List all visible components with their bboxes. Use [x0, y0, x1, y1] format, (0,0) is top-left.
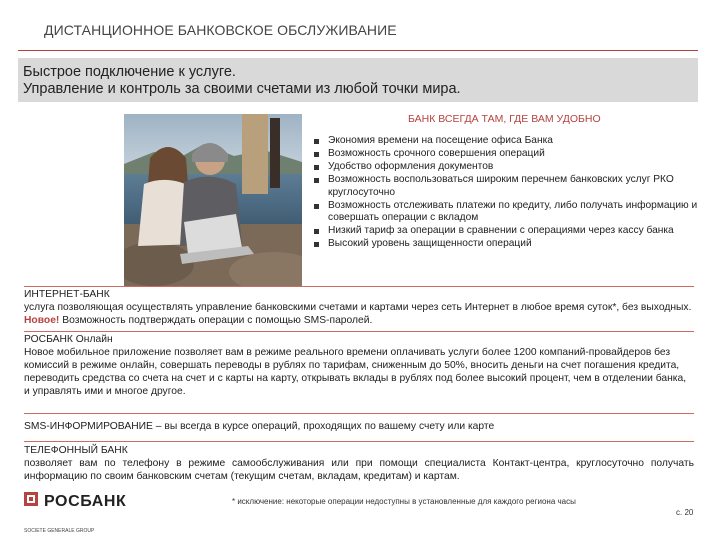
mobile-bank-section	[24, 333, 694, 398]
internet-bank-title: ИНТЕРНЕТ-БАНК	[24, 289, 110, 300]
mobile-bank-text: Новое мобильное приложение позволяет вам в режиме реального времени оплачивать услуги более 1200 компаний-провайдеров без комиссий в режиме онлайн, совершать переводы в рублях по тарифам, сниженным до 50%, вносить деньги на счет погашения кредита, переводить средства со счета на счет и с карты на карту, открывать вклады в рублях под более высокий процент, чем в отделении банка, и управлять ими и многое другое.	[24, 347, 687, 397]
phone-bank-text: позволяет вам по телефону в режиме самообслуживания или при помощи специалиста Контакт-центра, круглосуточно получать информацию по своим банковским счетам (текущим счетам, вкладам, кредитам) и картам.	[24, 458, 694, 482]
phone-bank-title: ТЕЛЕФОННЫЙ БАНК	[24, 445, 128, 456]
benefit-item: Удобство оформления документов	[314, 161, 706, 174]
benefits-list	[314, 135, 706, 251]
sms-section	[24, 420, 694, 433]
page-title: ДИСТАНЦИОННОЕ БАНКОВСКОЕ ОБСЛУЖИВАНИЕ	[44, 22, 397, 38]
footnote: * исключение: некоторые операции недоступны в установленные для каждого региона часы	[232, 497, 576, 506]
benefit-item: Возможность срочного совершения операций	[314, 148, 706, 161]
benefit-item: Возможность воспользоваться широким перечнем банковских услуг РКО круглосуточно	[314, 174, 706, 200]
internet-bank-text: услуга позволяющая осуществлять управление банковскими счетами и картами через сеть Интернет в любое время суток*, без выходных.	[24, 302, 692, 313]
mobile-bank-title: РОСБАНК Онлайн	[24, 334, 113, 345]
banner-line-2: Управление и контроль за своими счетами из любой точки мира.	[23, 81, 461, 97]
section-divider	[24, 441, 694, 442]
title-divider	[18, 50, 698, 51]
logo-text: РОСБАНК	[44, 493, 127, 510]
logo-subtitle: SOCIETE GENERALE GROUP	[24, 528, 95, 534]
section-divider	[24, 413, 694, 414]
section-divider	[24, 331, 694, 332]
page-number: с. 20	[676, 508, 694, 517]
benefit-item: Низкий тариф за операции в сравнении с операциями через кассу банка	[314, 225, 706, 238]
internet-bank-section	[24, 288, 694, 327]
sms-text: SMS-ИНФОРМИРОВАНИЕ – вы всегда в курсе операций, проходящих по вашему счету или карте	[24, 421, 495, 432]
new-label: Новое!	[24, 315, 60, 326]
benefit-item: Возможность отслеживать платежи по кредиту, либо получать информацию и совершать операции с вкладом	[314, 200, 706, 226]
banner-line-1: Быстрое подключение к услуге.	[23, 64, 236, 80]
slogan: БАНК ВСЕГДА ТАМ, ГДЕ ВАМ УДОБНО	[408, 113, 601, 125]
phone-bank-section	[24, 444, 694, 483]
photo-people-with-laptop	[124, 114, 302, 286]
section-divider	[24, 286, 694, 287]
benefit-item: Высокий уровень защищенности операций	[314, 238, 706, 251]
internet-bank-new-text: Возможность подтверждать операции с помощью SMS-паролей.	[62, 315, 373, 326]
benefit-item: Экономия времени на посещение офиса Банка	[314, 135, 706, 148]
intro-banner	[18, 58, 698, 102]
